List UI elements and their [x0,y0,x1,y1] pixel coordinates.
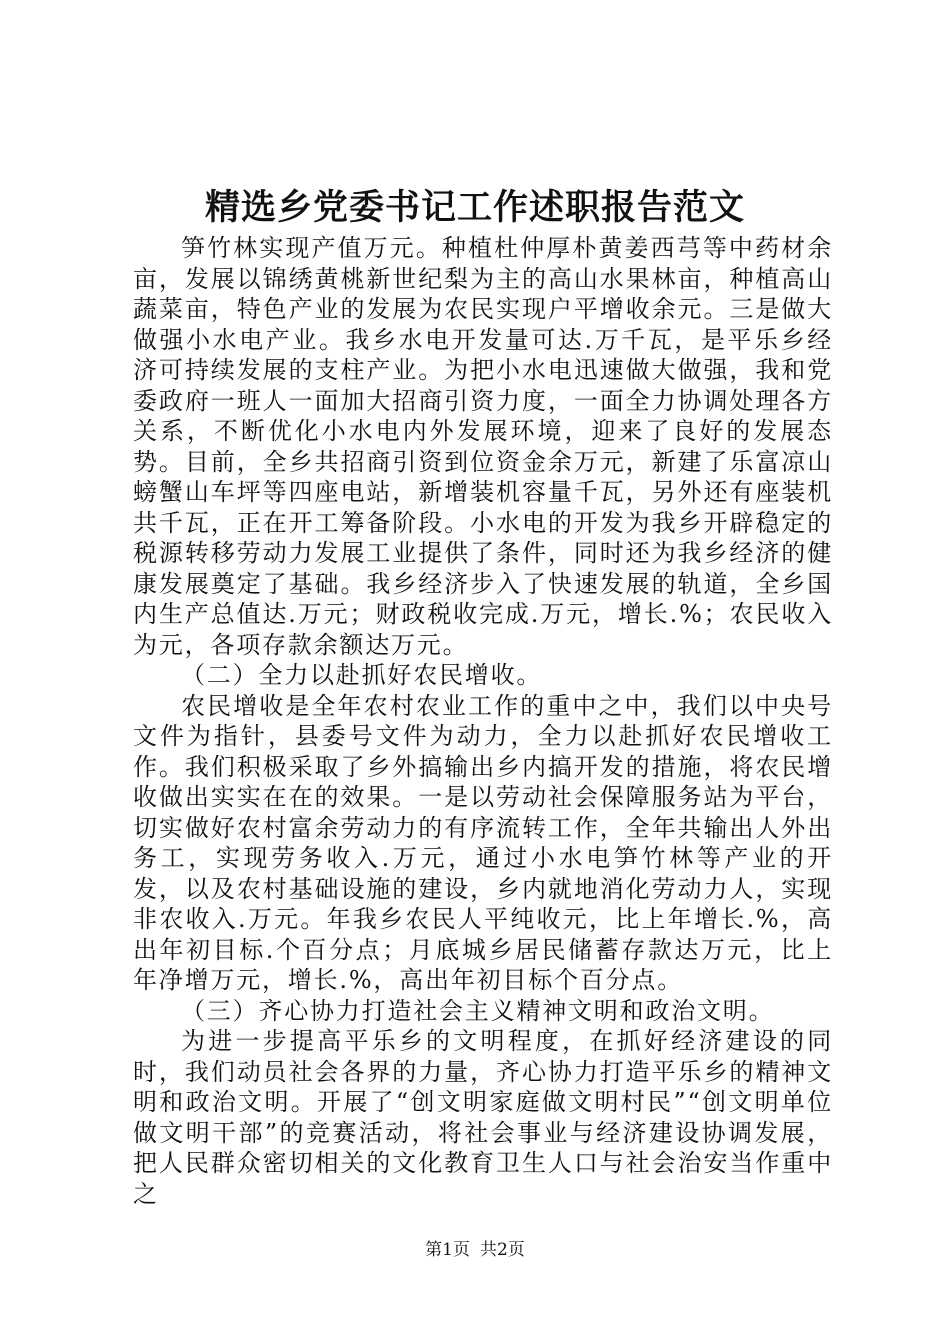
section-heading: （二）全力以赴抓好农民增收。 [181,661,543,689]
section-heading: （三）齐心协力打造社会主义精神文明和政治文明。 [181,996,775,1025]
paragraph: 农民增收是全年农村农业工作的重中之中，我们以中央号文件为指针，县委号文件为动力，全力以赴抓好农民增收工作。我们积极采取了乡外搞输出乡内搞开发的措施，将农民增收做出实实在在的效果。一是以劳动社会保障服务站为平台，切实做好农村富余劳动力的有序流转工作，全年共输出人外出务工，实现劳务收入.万元，通过小水电笋竹林等产业的开发，以及农村基础设施的建设，乡内就地消化劳动力人，实现非农收入.万元。年我乡农民人平纯收元，比上年增长.%，高出年初目标.个百分点；月底城乡居民储蓄存款达万元，比上年净增万元，增长.%，高出年初目标个百分点。 [133,691,833,994]
page-total: 共2页 [480,1240,525,1260]
paragraph: 为进一步提高平乐乡的文明程度，在抓好经济建设的同时，我们动员社会各界的力量，齐心协力打造平乐乡的精神文明和政治文明。开展了“创文明家庭做文明村民”“创文明单位做文明干部”的竞赛活动，将社会事业与经济建设协调发展，把人民群众密切相关的文化教育卫生人口与社会治安当作重中之 [133,1027,833,1208]
page-number: 第1页 [425,1240,470,1260]
document-body [133,233,833,1209]
paragraph: 笋竹林实现产值万元。种植杜仲厚朴黄姜西芎等中药材余亩，发展以锦绣黄桃新世纪梨为主的高山水果林亩，种植高山蔬菜亩，特色产业的发展为农民实现户平增收余元。三是做大做强小水电产业。我乡水电开发量可达.万千瓦，是平乐乡经济可持续发展的支柱产业。为把小水电迅速做大做强，我和党委政府一班人一面加大招商引资力度，一面全力协调处理各方关系，不断优化小水电内外发展环境，迎来了良好的发展态势。目前，全乡共招商引资到位资金余万元，新建了乐富凉山螃蟹山车坪等四座电站，新增装机容量千瓦，另外还有座装机共千瓦，正在开工筹备阶段。小水电的开发为我乡开辟稳定的税源转移劳动力发展工业提供了条件，同时还为我乡经济的健康发展奠定了基础。我乡经济步入了快速发展的轨道，全乡国内生产总值达.万元；财政税收完成.万元，增长.%；农民收入为元，各项存款余额达万元。 [133,234,833,659]
document-title: 精选乡党委书记工作述职报告范文 [204,188,745,228]
page-footer [0,1238,950,1262]
